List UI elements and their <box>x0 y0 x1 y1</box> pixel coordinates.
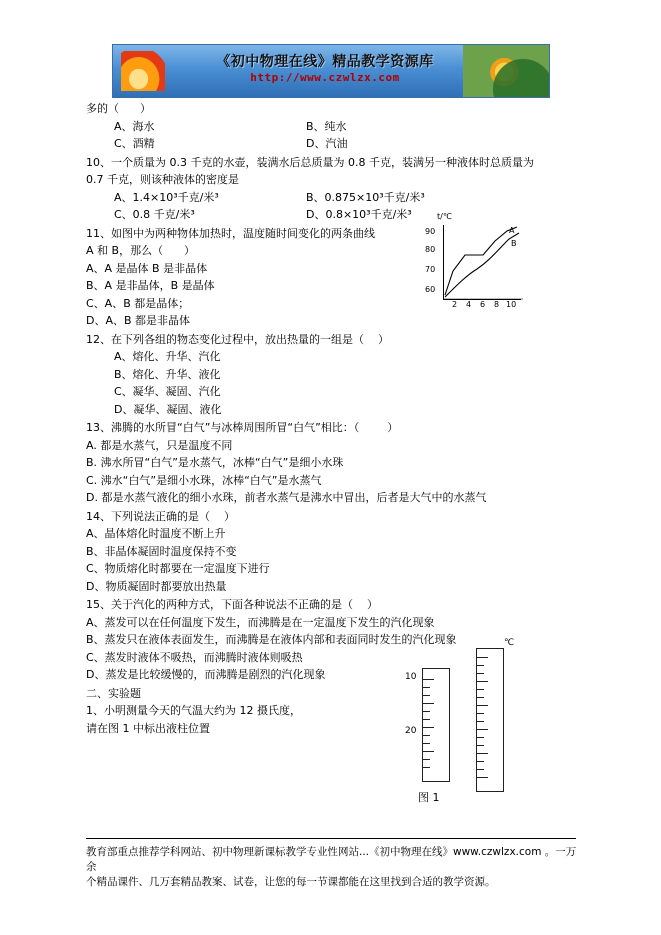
graph-y-tick: 70 <box>425 265 436 274</box>
option-c: C、蒸发时液体不吸热，而沸腾时液体则吸热 <box>86 650 303 664</box>
section-2-heading: 二、实验题 <box>86 686 141 700</box>
option-a: A、晶体熔化时温度不断上升 <box>86 527 226 540</box>
option-d: D、凝华、凝固、液化 <box>114 402 222 416</box>
option-b: B、熔化、升华、液化 <box>114 367 221 381</box>
thermometer-label-20: 20 <box>405 726 417 736</box>
banner-url: http://www.czwlzx.com <box>250 71 400 84</box>
graph-y-axis-label: t/℃ <box>437 212 452 221</box>
footer-divider <box>86 838 576 839</box>
option-row <box>86 118 586 136</box>
option-b: B、0.875×10³千克/米³ <box>306 190 425 204</box>
option-b: B. 沸水所冒“白气”是水蒸气，冰棒“白气”是细小水珠 <box>86 456 344 469</box>
option-a: A、1.4×10³千克/米³ <box>114 190 219 204</box>
option-c: C、凝华、凝固、汽化 <box>114 385 221 398</box>
option-d: D、物质凝固时都要放出热量 <box>86 579 227 593</box>
footer-line-1: 教育部重点推荐学科网站、初中物理新课标教学专业性网站...《初中物理在线》www.czwlzx.com 。一万余 <box>86 846 577 873</box>
figure-caption: 图 1 <box>418 791 440 804</box>
question-11-line1: 11、如图中为两种物体加热时，温度随时间变化的两条曲线 <box>86 226 375 240</box>
graph-x-tick: 8 <box>494 300 500 309</box>
graph-x-tick: 4 <box>466 300 472 309</box>
option-c: C、0.8 千克/米³ <box>114 208 195 221</box>
text-line: 多的（ ） <box>86 102 151 115</box>
thermometer-right <box>476 648 504 792</box>
option-row <box>86 189 586 207</box>
thermometer-unit-label: ℃ <box>504 638 515 648</box>
option-d: D、0.8×10³千克/米³ <box>306 208 412 221</box>
option-b: B、非晶体凝固时温度保持不变 <box>86 544 237 558</box>
thermometer-left <box>422 668 450 782</box>
question-15: 15、关于汽化的两种方式，下面各种说法不正确的是（ ） <box>86 598 378 611</box>
experiment-question-line2: 请在图 1 中标出液柱位置 <box>86 721 210 735</box>
graph-x-tick: 2 <box>452 300 458 309</box>
option-d: D、蒸发是比较缓慢的，而沸腾是剧烈的汽化现象 <box>86 668 326 681</box>
experiment-question-line1: 1、小明测量今天的气温大约为 12 摄氏度， <box>86 704 301 717</box>
option-b: B、纯水 <box>306 119 347 133</box>
option-c: C、酒精 <box>114 137 155 150</box>
graph-x-tick: 6 <box>480 300 486 309</box>
option-a: A、A 是晶体 B 是非晶体 <box>86 261 208 275</box>
option-c: C、物质熔化时都要在一定温度下进行 <box>86 562 270 575</box>
thermometer-label-10: 10 <box>405 672 417 682</box>
option-b: B、蒸发只在液体表面发生，而沸腾是在液体内部和表面同时发生的汽化现象 <box>86 633 457 646</box>
question-14: 14、下列说法正确的是（ ） <box>86 509 235 523</box>
option-a: A、熔化、升华、汽化 <box>114 350 221 363</box>
option-row <box>86 135 586 153</box>
sunflower-leaf-icon <box>463 45 549 97</box>
option-d: D、汽油 <box>306 137 348 150</box>
graph-y-tick: 90 <box>425 227 436 236</box>
flame-logo-icon <box>121 51 165 91</box>
question-10-line1: 10、一个质量为 0.3 千克的水壶，装满水后总质量为 0.8 千克，装满另一种液体时总质量为 <box>86 155 534 169</box>
banner-title: 《初中物理在线》精品教学资源库 <box>216 54 434 70</box>
footer-line-2: 个精品课件、几万套精品教案、试卷，让您的每一节课都能在这里找到合适的教学资源。 <box>86 876 496 888</box>
graph-curve-label-b: B <box>511 239 517 248</box>
question-12: 12、在下列各组的物态变化过程中，放出热量的一组是（ ） <box>86 332 389 346</box>
graph-curve-label-a: A <box>509 226 515 235</box>
option-a: A. 都是水蒸气，只是温度不同 <box>86 438 233 452</box>
graph-y-tick: 60 <box>425 285 436 294</box>
graph-y-tick: 80 <box>425 245 436 254</box>
site-banner <box>112 44 550 98</box>
option-d: D、A、B 都是非晶体 <box>86 314 191 327</box>
thermometer-figure <box>400 640 560 810</box>
option-a: A、海水 <box>114 119 155 133</box>
question-13: 13、沸腾的水所冒“白气”与冰棒周围所冒“白气”相比：（ ） <box>86 421 399 434</box>
page-footer <box>86 845 586 890</box>
question-10-line2: 0.7 千克，则该种液体的密度是 <box>86 173 239 186</box>
option-d: D. 都是水蒸气液化的细小水珠，前者水蒸气是沸水中冒出，后者是大气中的水蒸气 <box>86 491 487 504</box>
option-c: C、A、B 都是晶体； <box>86 296 190 310</box>
option-a: A、蒸发可以在任何温度下发生，而沸腾是在一定温度下发生的汽化现象 <box>86 615 435 629</box>
option-b: B、A 是非晶体，B 是晶体 <box>86 279 215 292</box>
temperature-time-graph <box>421 212 525 311</box>
graph-curves <box>443 225 523 301</box>
question-11-line2: A 和 B，那么（ ） <box>86 244 196 257</box>
option-c: C. 沸水“白气”是细小水珠，冰棒“白气”是水蒸气 <box>86 473 322 487</box>
graph-x-tick: 10 <box>506 300 517 309</box>
